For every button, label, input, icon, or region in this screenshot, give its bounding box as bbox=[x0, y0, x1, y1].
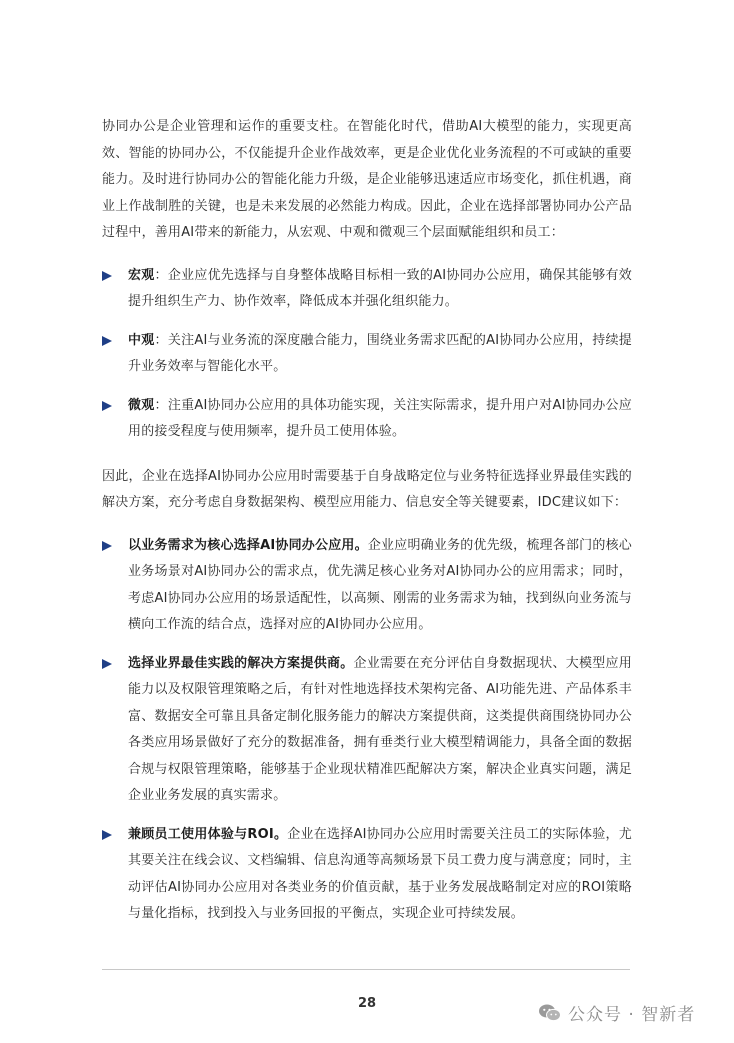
recommendations-list bbox=[102, 533, 632, 928]
bullet-text: 企业应明确业务的优先级，梳理各部门的核心业务场景对AI协同办公的需求点，优先满足核心业务对AI协同办公的应用需求；同时，考虑AI协同办公应用的场景适配性，以高频、刚需的业务需求为轴，找到纵向业务流与横向工作流的结合点，选择对应的AI协同办公应用。 bbox=[128, 537, 632, 632]
intro-paragraph: 协同办公是企业管理和运作的重要支柱。在智能化时代，借助AI大模型的能力，实现更高效、智能的协同办公，不仅能提升企业作战效率，更是企业优化业务流程的不可或缺的重要能力。及时进行协同办公的智能化能力升级，是企业能够迅速适应市场变化，抓住机遇，商业上作战制胜的关键，也是未来发展的必然能力构成。因此，企业在选择部署协同办公产品过程中，善用AI带来的新能力，从宏观、中观和微观三个层面赋能组织和员工： bbox=[102, 119, 632, 240]
bullet-label: 选择业界最佳实践的解决方案提供商。 bbox=[128, 655, 354, 671]
page-number: 28 bbox=[357, 996, 377, 1011]
bullet-label: 宏观 bbox=[128, 267, 155, 283]
levels-list bbox=[102, 263, 632, 446]
list-item bbox=[102, 328, 632, 381]
bullet-text: ：企业应优先选择与自身整体战略目标相一致的AI协同办公应用，确保其能够有效提升组织生产力、协作效率，降低成本并强化组织能力。 bbox=[128, 267, 632, 309]
triangle-bullet-icon bbox=[102, 659, 112, 669]
triangle-bullet-icon bbox=[102, 830, 112, 840]
list-item bbox=[102, 822, 632, 928]
wechat-icon bbox=[538, 1003, 562, 1023]
bullet-label: 中观 bbox=[128, 332, 155, 348]
bullet-text: 企业需要在充分评估自身数据现状、大模型应用能力以及权限管理策略之后，有针对性地选择技术架构完备、AI功能先进、产品体系丰富、数据安全可靠且具备定制化服务能力的解决方案提供商，这类提供商围绕协同办公各类应用场景做好了充分的数据准备，拥有垂类行业大模型精调能力，具备全面的数据合规与权限管理策略，能够基于企业现状精准匹配解决方案，解决企业真实问题，满足企业业务发展的真实需求。 bbox=[128, 655, 632, 803]
bullet-label: 微观 bbox=[128, 397, 155, 413]
bullet-text: 企业在选择AI协同办公应用时需要关注员工的实际体验，尤其要关注在线会议、文档编辑、信息沟通等高频场景下员工费力度与满意度；同时，主动评估AI协同办公应用对各类业务的价值贡献，基于业务发展战略制定对应的ROI策略与量化指标，找到投入与业务回报的平衡点，实现企业可持续发展。 bbox=[128, 826, 633, 921]
page-content bbox=[102, 114, 632, 928]
triangle-bullet-icon bbox=[102, 541, 112, 551]
footer-divider bbox=[102, 969, 630, 970]
bullet-text: ：关注AI与业务流的深度融合能力，围绕业务需求匹配的AI协同办公应用，持续提升业务效率与智能化水平。 bbox=[128, 332, 632, 374]
bullet-label: 以业务需求为核心选择AI协同办公应用。 bbox=[128, 537, 368, 553]
list-item bbox=[102, 263, 632, 316]
list-item bbox=[102, 533, 632, 639]
list-item bbox=[102, 393, 632, 446]
triangle-bullet-icon bbox=[102, 271, 112, 281]
bullet-label: 兼顾员工使用体验与ROI。 bbox=[128, 826, 288, 842]
transition-paragraph: 因此，企业在选择AI协同办公应用时需要基于自身战略定位与业务特征选择业界最佳实践的解决方案，充分考虑自身数据架构、模型应用能力、信息安全等关键要素，IDC建议如下： bbox=[102, 468, 632, 510]
watermark bbox=[538, 1000, 695, 1025]
triangle-bullet-icon bbox=[102, 336, 112, 346]
watermark-text: 公众号 · 智新者 bbox=[568, 1005, 696, 1025]
list-item bbox=[102, 651, 632, 810]
triangle-bullet-icon bbox=[102, 401, 112, 411]
bullet-text: ：注重AI协同办公应用的具体功能实现，关注实际需求，提升用户对AI协同办公应用的接受程度与使用频率，提升员工使用体验。 bbox=[128, 397, 632, 439]
